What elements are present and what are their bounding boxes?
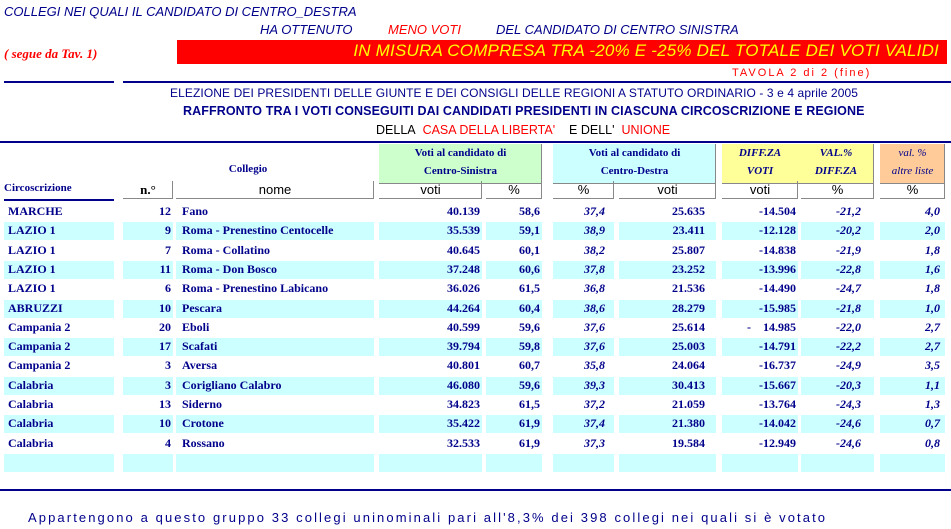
cell-circ: Campania 2 — [8, 320, 71, 334]
subhdr-nome: nome — [258, 182, 292, 197]
cell-nome: Fano — [182, 204, 209, 218]
header-meno-voti: MENO VOTI — [388, 22, 461, 37]
cell-diff-pct: -22,0 — [836, 320, 861, 334]
circ-underline — [4, 199, 114, 201]
header-ha-ottenuto: HA OTTENUTO — [260, 22, 353, 37]
cell-cs-voti: 35.422 — [447, 416, 480, 430]
cd-header-line2: Centro-Destra — [600, 165, 669, 177]
title-della: DELLA — [376, 123, 416, 137]
cell-diff: -13.764 — [759, 397, 796, 411]
cell-n: 4 — [165, 436, 171, 450]
divider-left — [4, 81, 114, 83]
cell-cs-voti: 36.026 — [447, 281, 480, 295]
cell-diff: -12.949 — [759, 436, 796, 450]
cell-diff: -12.128 — [759, 223, 796, 237]
cell-cd-pct: 37,6 — [584, 320, 605, 334]
cell-altre: 0,7 — [925, 416, 940, 430]
cell-diff-pct: -22,2 — [836, 339, 861, 353]
cell-diff: -15.667 — [759, 378, 796, 392]
cell-cs-voti: 44.264 — [447, 301, 480, 315]
cell-cs-voti: 40.139 — [447, 204, 480, 218]
cell-nome: Rossano — [182, 436, 225, 450]
cell-circ: MARCHE — [8, 204, 63, 218]
altre-header-2: altre liste — [891, 165, 934, 177]
row-band — [880, 454, 945, 472]
cell-diff: -14.791 — [759, 339, 796, 353]
cell-diff-pct: -22,8 — [836, 262, 861, 276]
cell-nome: Roma - Don Bosco — [182, 262, 277, 276]
cell-cs-pct: 59,8 — [519, 339, 540, 353]
subhdr-n: n.° — [140, 182, 156, 197]
cell-diff-pct: -24,6 — [836, 436, 861, 450]
cell-diff: - 14.985 — [747, 320, 796, 334]
row-band — [123, 454, 173, 472]
cs-header-line1: Voti al candidato di — [414, 147, 507, 159]
cell-altre: 1,8 — [925, 281, 940, 295]
cell-circ: LAZIO 1 — [8, 281, 56, 295]
cell-circ: Calabria — [8, 378, 54, 392]
banner — [177, 40, 947, 64]
subhdr-cspct: % — [508, 182, 520, 197]
cell-circ: Calabria — [8, 416, 54, 430]
cell-altre: 4,0 — [925, 204, 940, 218]
cell-cs-voti: 39.794 — [447, 339, 480, 353]
cell-cs-pct: 59,1 — [519, 223, 540, 237]
cell-cs-pct: 60,7 — [519, 358, 540, 372]
subhdr-cdvoti: voti — [657, 182, 678, 197]
title-e-dell: E DELL' — [569, 123, 615, 137]
cell-cd-pct: 37,4 — [584, 416, 605, 430]
header-del-candidato: DEL CANDIDATO DI CENTRO SINISTRA — [496, 22, 739, 37]
cell-n: 9 — [165, 223, 171, 237]
cell-altre: 1,6 — [925, 262, 940, 276]
row-band — [801, 454, 874, 472]
cell-circ: Campania 2 — [8, 358, 71, 372]
row-band — [379, 454, 482, 472]
cell-nome: Siderno — [182, 397, 223, 411]
cell-cd-pct: 35,8 — [584, 358, 605, 372]
banner-text: IN MISURA COMPRESA TRA -20% E -25% DEL TOTALE DEI VOTI VALIDI — [353, 41, 939, 60]
row-band — [4, 454, 114, 472]
subhdr-diff: voti — [749, 182, 771, 197]
cell-cd-voti: 23.252 — [672, 262, 705, 276]
cs-header-line2: Centro-Sinistra — [423, 165, 498, 177]
cell-diff: -14.042 — [759, 416, 796, 430]
altre-header-1: val. % — [898, 147, 927, 159]
cell-nome: Roma - Prenestino Labicano — [182, 281, 329, 295]
cell-cd-voti: 25.807 — [672, 243, 705, 257]
cell-cs-voti: 34.823 — [447, 397, 480, 411]
cell-cd-voti: 21.536 — [672, 281, 705, 295]
cell-n: 7 — [165, 243, 171, 257]
cell-diff-pct: -21,2 — [836, 204, 861, 218]
tavola-label: TAVOLA 2 di 2 (fine) — [732, 67, 872, 79]
cell-diff-pct: -24,9 — [836, 358, 861, 372]
cell-altre: 2,0 — [925, 223, 940, 237]
cell-cs-voti: 40.599 — [447, 320, 480, 334]
cell-cd-pct: 39,3 — [584, 378, 605, 392]
cell-altre: 0,8 — [925, 436, 940, 450]
cell-cs-pct: 59,6 — [519, 320, 540, 334]
cell-n: 13 — [159, 397, 171, 411]
cell-nome: Aversa — [182, 358, 218, 372]
subhdr-diffpct: % — [831, 182, 844, 197]
cell-cs-voti: 37.248 — [447, 262, 480, 276]
cell-diff-pct: -24,7 — [836, 281, 861, 295]
cell-nome: Crotone — [182, 416, 224, 430]
cell-circ: ABRUZZI — [8, 301, 63, 315]
cell-nome: Eboli — [182, 320, 210, 334]
cell-cd-voti: 19.584 — [672, 436, 705, 450]
cell-cs-pct: 60,6 — [519, 262, 540, 276]
cell-nome: Pescara — [182, 301, 222, 315]
cell-altre: 1,8 — [925, 243, 940, 257]
diff-header-voti-1: DIFF.ZA — [738, 147, 782, 159]
row-band — [722, 454, 798, 472]
cell-cd-voti: 23.411 — [672, 223, 705, 237]
cell-cd-voti: 25.003 — [672, 339, 705, 353]
cell-nome: Roma - Prenestino Centocelle — [182, 223, 334, 237]
cell-cs-voti: 46.080 — [447, 378, 480, 392]
cd-header-line1: Voti al candidato di — [588, 147, 681, 159]
cell-cd-pct: 38,9 — [584, 223, 605, 237]
cell-diff: -13.996 — [759, 262, 796, 276]
table-top-rule — [0, 141, 951, 143]
subhdr-csvoti: voti — [420, 182, 441, 197]
cell-nome: Corigliano Calabro — [182, 378, 282, 392]
cell-cs-pct: 58,6 — [519, 204, 540, 218]
cell-diff-pct: -24,6 — [836, 416, 861, 430]
diff-header-val-2: DIFF.ZA — [814, 165, 858, 177]
cell-cs-voti: 35.539 — [447, 223, 480, 237]
cell-cd-pct: 37,2 — [584, 397, 605, 411]
cell-cs-pct: 60,4 — [519, 301, 540, 315]
cell-cd-voti: 28.279 — [672, 301, 705, 315]
row-band — [486, 454, 542, 472]
cell-n: 6 — [165, 281, 171, 295]
cell-cs-voti: 32.533 — [447, 436, 480, 450]
subhdr-altre: % — [906, 182, 919, 197]
cell-circ: LAZIO 1 — [8, 243, 56, 257]
cell-diff: -14.504 — [759, 204, 796, 218]
cell-diff: -16.737 — [759, 358, 796, 372]
cell-cd-pct: 38,2 — [584, 243, 605, 257]
title-casa: CASA DELLA LIBERTA' — [422, 123, 556, 137]
title-raffronto: RAFFRONTO TRA I VOTI CONSEGUITI DAI CANDIDATI PRESIDENTI IN CIASCUNA CIRCOSCRIZIONE E REGIONE — [183, 104, 865, 118]
cell-diff: -15.985 — [759, 301, 796, 315]
cell-cd-pct: 37,3 — [584, 436, 605, 450]
cell-altre: 1,1 — [925, 378, 940, 392]
cell-cd-pct: 37,6 — [584, 339, 605, 353]
cell-n: 17 — [159, 339, 171, 353]
cell-diff-pct: -24,3 — [836, 397, 861, 411]
row-band — [619, 454, 716, 472]
cell-altre: 1,3 — [925, 397, 940, 411]
cell-n: 12 — [159, 204, 171, 218]
cell-n: 10 — [159, 416, 171, 430]
cell-circ: LAZIO 1 — [8, 223, 56, 237]
cell-cd-pct: 38,6 — [584, 301, 605, 315]
cell-circ: Campania 2 — [8, 339, 71, 353]
cell-cd-pct: 37,4 — [584, 204, 605, 218]
cell-cs-pct: 61,5 — [519, 397, 540, 411]
title-unione: UNIONE — [621, 123, 671, 137]
title-coalitions — [376, 123, 670, 137]
cell-cs-voti: 40.645 — [447, 243, 480, 257]
cell-cd-voti: 25.635 — [672, 204, 705, 218]
cell-altre: 1,0 — [925, 301, 940, 315]
cell-nome: Scafati — [182, 339, 218, 353]
cell-n: 20 — [159, 320, 171, 334]
row-band — [176, 454, 374, 472]
cell-cd-voti: 30.413 — [672, 378, 705, 392]
cell-cs-voti: 40.801 — [447, 358, 480, 372]
cell-altre: 2,7 — [925, 339, 940, 353]
divider-right — [123, 81, 951, 83]
cell-n: 3 — [165, 378, 171, 392]
diff-header-voti-2: VOTI — [746, 165, 774, 177]
bottom-rule — [0, 489, 951, 491]
cell-cd-voti: 21.380 — [672, 416, 705, 430]
cell-diff-pct: -21,9 — [836, 243, 861, 257]
row-band — [553, 454, 614, 472]
cell-circ: Calabria — [8, 436, 54, 450]
cell-circ: Calabria — [8, 397, 54, 411]
cell-diff-pct: -20,3 — [836, 378, 861, 392]
cell-nome: Roma - Collatino — [182, 243, 270, 257]
subhdr-cdpct: % — [577, 182, 590, 197]
cell-cd-pct: 36,8 — [584, 281, 605, 295]
cell-cd-voti: 24.064 — [672, 358, 705, 372]
cell-altre: 2,7 — [925, 320, 940, 334]
cell-cs-pct: 61,9 — [519, 436, 540, 450]
cell-diff: -14.490 — [759, 281, 796, 295]
cell-cs-pct: 60,1 — [519, 243, 540, 257]
cell-n: 11 — [159, 262, 171, 276]
cell-circ: LAZIO 1 — [8, 262, 56, 276]
cell-cs-pct: 61,5 — [519, 281, 540, 295]
circoscrizione-header: Circoscrizione — [4, 182, 72, 194]
cell-altre: 3,5 — [925, 358, 940, 372]
cell-cd-voti: 25.614 — [672, 320, 705, 334]
title-election: ELEZIONE DEI PRESIDENTI DELLE GIUNTE E DEI CONSIGLI DELLE REGIONI A STATUTO ORDINARIO - 3 e 4 aprile 2005 — [170, 86, 859, 100]
cell-diff: -14.838 — [759, 243, 796, 257]
cell-n: 3 — [165, 358, 171, 372]
header-line1: COLLEGI NEI QUALI IL CANDIDATO DI CENTRO_DESTRA — [4, 4, 357, 19]
footer-note: Appartengono a questo gruppo 33 collegi uninominali pari all'8,3% dei 398 collegi nei quali si è votato — [28, 510, 828, 525]
cell-diff-pct: -20,2 — [836, 223, 861, 237]
segue-label: ( segue da Tav. 1) — [4, 46, 98, 61]
cell-cd-pct: 37,8 — [584, 262, 605, 276]
cell-n: 10 — [159, 301, 171, 315]
diff-header-val-1: VAL.% — [819, 147, 853, 159]
cell-cd-voti: 21.059 — [672, 397, 705, 411]
cell-cs-pct: 61,9 — [519, 416, 540, 430]
cell-cs-pct: 59,6 — [519, 378, 540, 392]
cell-diff-pct: -21,8 — [836, 301, 861, 315]
collegio-header: Collegio — [228, 163, 268, 175]
